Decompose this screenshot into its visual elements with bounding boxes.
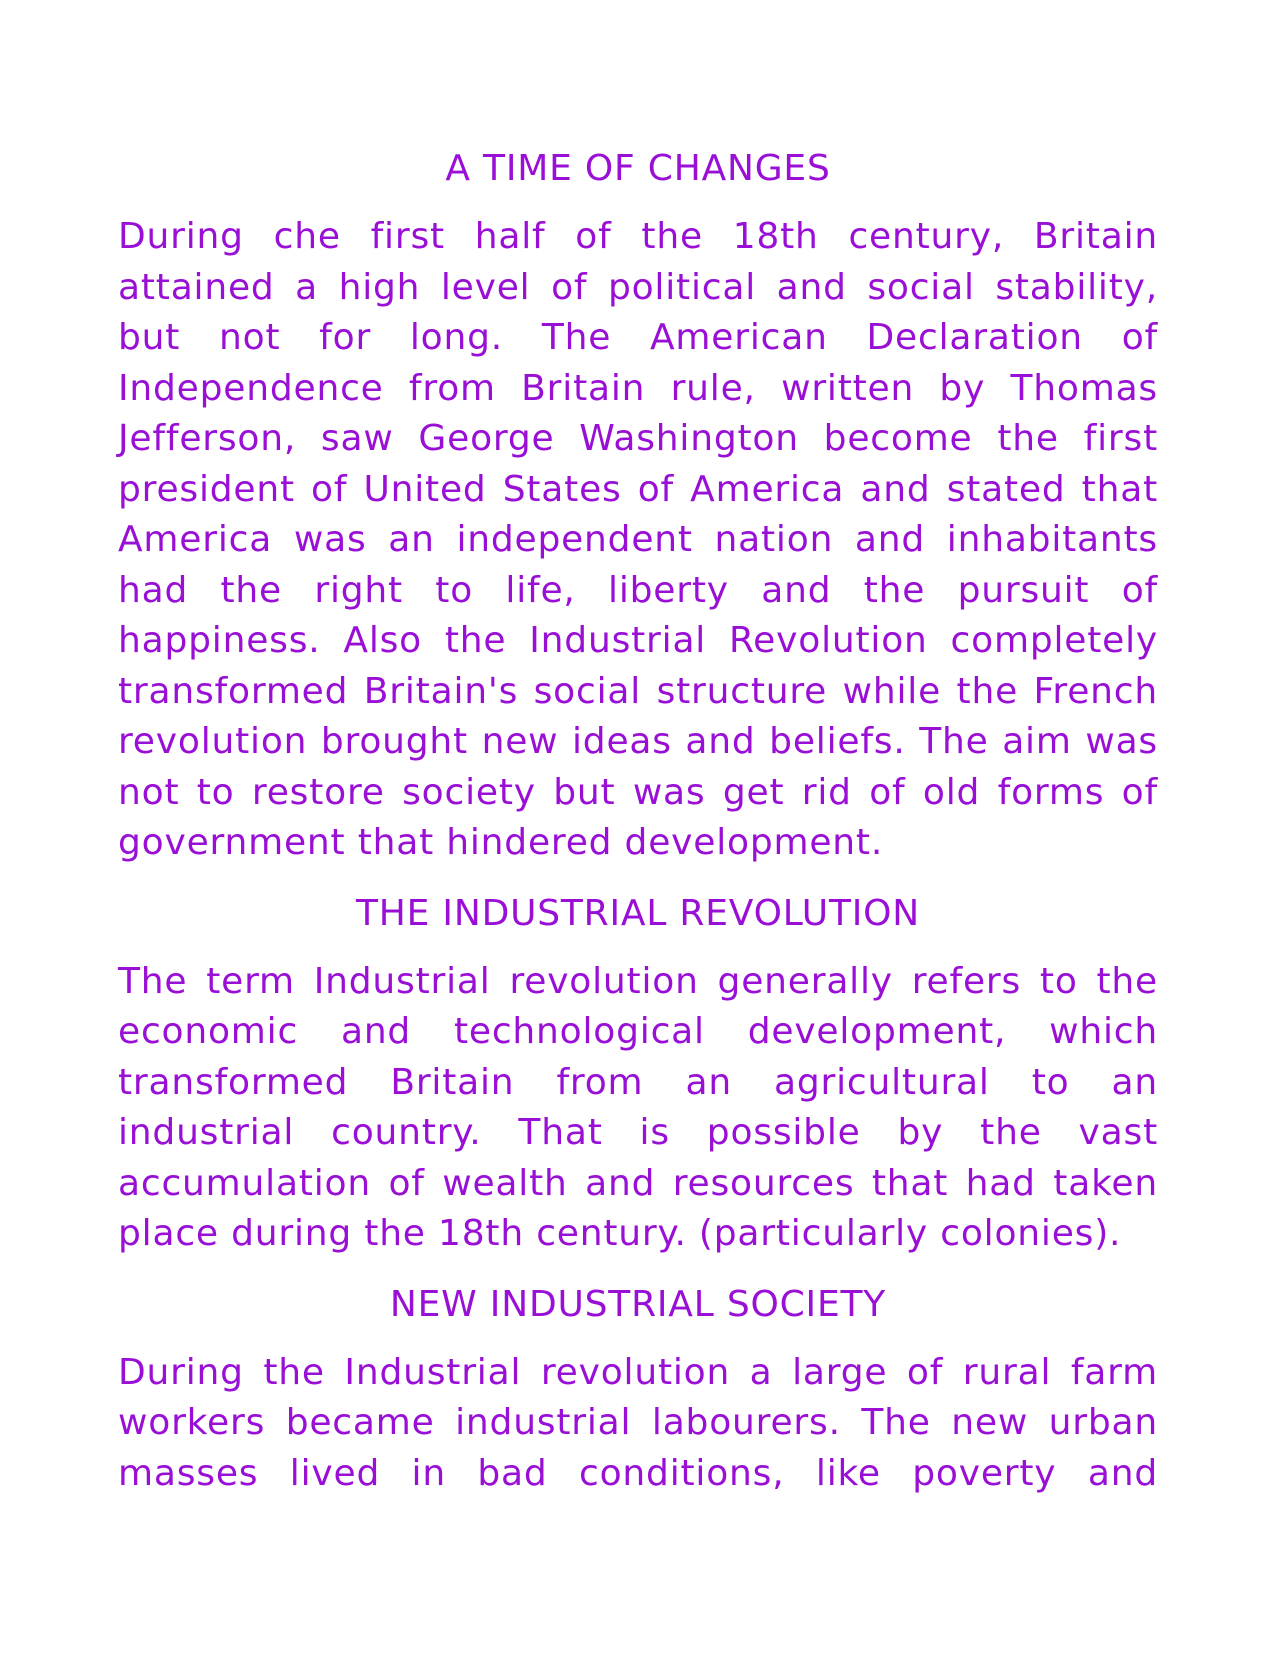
- section-heading-time-of-changes: A TIME OF CHANGES: [445, 148, 831, 189]
- document-page: [118, 144, 1158, 1499]
- section-body-industrial-revolution: The term Industrial revolution generally refers to the economic and technological development, which transformed Britain from an agricultural to an industrial country. That is possible by the vast accumulation of wealth and resources that had taken place during the 18th century. (particularly colonies).: [118, 960, 1158, 1254]
- section-heading-industrial-revolution: THE INDUSTRIAL REVOLUTION: [355, 892, 921, 934]
- section-body-new-industrial-society: During the Industrial revolution a large of rural farm workers became industrial labourers. The new urban masses lived in bad conditions, like poverty and: [118, 1351, 1158, 1494]
- section-heading-new-industrial-society: NEW INDUSTRIAL SOCIETY: [389, 1283, 887, 1325]
- section-body-time-of-changes: During che first half of the 18th century, Britain attained a high level of political and social stability, but not for long. The American Declaration of Independence from Britain rule, written by Thomas Jefferson, saw George Washington become the first president of United States of America and stated that America was an independent nation and inhabitants had the right to life, liberty and the pursuit of happiness. Also the Industrial Revolution completely transformed Britain's social structure while the French revolution brought new ideas and beliefs. The aim was not to restore society but was get rid of old forms of government that hindered development.: [118, 216, 1158, 863]
